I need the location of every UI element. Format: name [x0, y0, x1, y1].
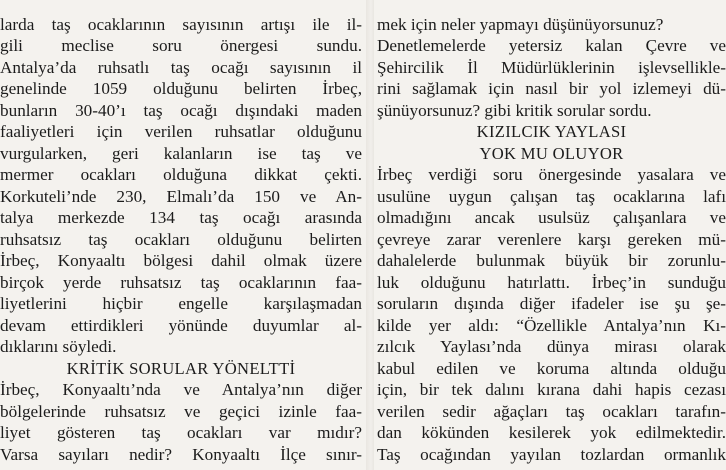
text-line: bunların 30-40’ı taş ocağı dışındaki maden [0, 100, 362, 120]
text-line: şünüyorsunuz? gibi kritik sorular sordu. [377, 100, 652, 120]
text-line: larda taş ocaklarının sayısının artışı ile il- [0, 14, 362, 34]
text-line: için, bir tek dalını kırana dahi hapis cezası [377, 380, 726, 399]
text-line: çevreye zarar verenlere karşı gereken mü- [377, 229, 726, 249]
text-line: liyetlerini hiçbir engelle karşılaşmadan [0, 294, 362, 313]
text-line: usulüne uygun çalışan taş ocaklarına lafı [377, 186, 726, 206]
text-line: genelinde 1059 olduğunu belirten İrbeç, [0, 79, 362, 98]
section-heading: KRİTİK SORULAR YÖNELTTİ [66, 358, 296, 378]
text-line: dıklarını söyledi. [0, 337, 117, 356]
text-line: olmadığını ancak usulsüz çalışanlara ve [377, 208, 726, 227]
text-line: zılcık Yaylası’nda dünya mirası olarak [377, 337, 726, 356]
text-line: vurgularken, geri kalanların ise taş ve [0, 143, 362, 163]
text-line: verilen sedir ağaçları taş ocakları tarafın- [377, 401, 726, 421]
text-line: ruhsatsız taş ocakları olduğunu belirten [0, 229, 362, 249]
text-line: Varsa sayıları nedir? Konyaaltı İlçe sınır- [0, 444, 362, 464]
text-line: devam ettirdikleri yönünde duyumlar al- [0, 315, 362, 335]
text-line: kabul edilen ve koruma altında olduğu [377, 358, 726, 378]
text-line: Şehircilik İl Müdürlüklerinin işlevsellikle- [377, 57, 726, 77]
text-line: rini sağlamak için nasıl bir yol izlemeyi dü- [377, 79, 726, 98]
text-line: soruların dışında diğer ifadeler ise şu şe- [377, 294, 726, 313]
text-line: mek için neler yapmayı düşünüyorsunuz? [377, 14, 664, 34]
text-line: dahalelerde bulunmak büyük bir zorunlu- [377, 251, 726, 270]
text-line: Antalya’da ruhsatlı taş ocağı sayısının il [0, 57, 362, 77]
text-line: birçok yerde ruhsatsız taş ocaklarının faa- [0, 272, 362, 292]
text-line: İrbeç verdiği soru önergesinde yasalara ve [377, 165, 726, 184]
text-line: luk olduğunu hatırlattı. İrbeç’in sunduğu [377, 272, 726, 292]
column-gutter [366, 0, 374, 470]
text-line: Taş ocağından yayılan tozlardan ormanlık [377, 444, 726, 464]
text-line: mermer ocakları olduğuna dikkat çekti. [0, 165, 362, 184]
section-heading: KIZILCIK YAYLASI [476, 122, 627, 141]
text-line: talya merkezde 134 taş ocağı arasında [0, 208, 362, 227]
text-line: Denetlemelerde yetersiz kalan Çevre ve [377, 36, 726, 55]
text-line: kilde yer aldı: “Özellikle Antalya’nın Kı- [377, 315, 726, 335]
text-line: İrbeç, Konyaaltı bölgesi dahil olmak üzere [0, 251, 362, 270]
text-line: faaliyetleri için verilen ruhsatlar olduğunu [0, 122, 362, 141]
text-line: Korkuteli’nde 230, Elmalı’da 150 ve An- [0, 186, 362, 206]
section-heading: YOK MU OLUYOR [479, 143, 624, 163]
text-line: İrbeç, Konyaaltı’nda ve Antalya’nın diğer [0, 380, 362, 399]
text-line: bölgelerinde ruhsatsız ve geçici izinle faa- [0, 401, 362, 421]
text-line: gili meclise soru önergesi sundu. [0, 36, 362, 55]
text-line: dan kökünden kesilerek yok edilmektedir. [377, 423, 726, 442]
text-line: liyet gösteren taş ocakları var mıdır? [0, 423, 362, 442]
